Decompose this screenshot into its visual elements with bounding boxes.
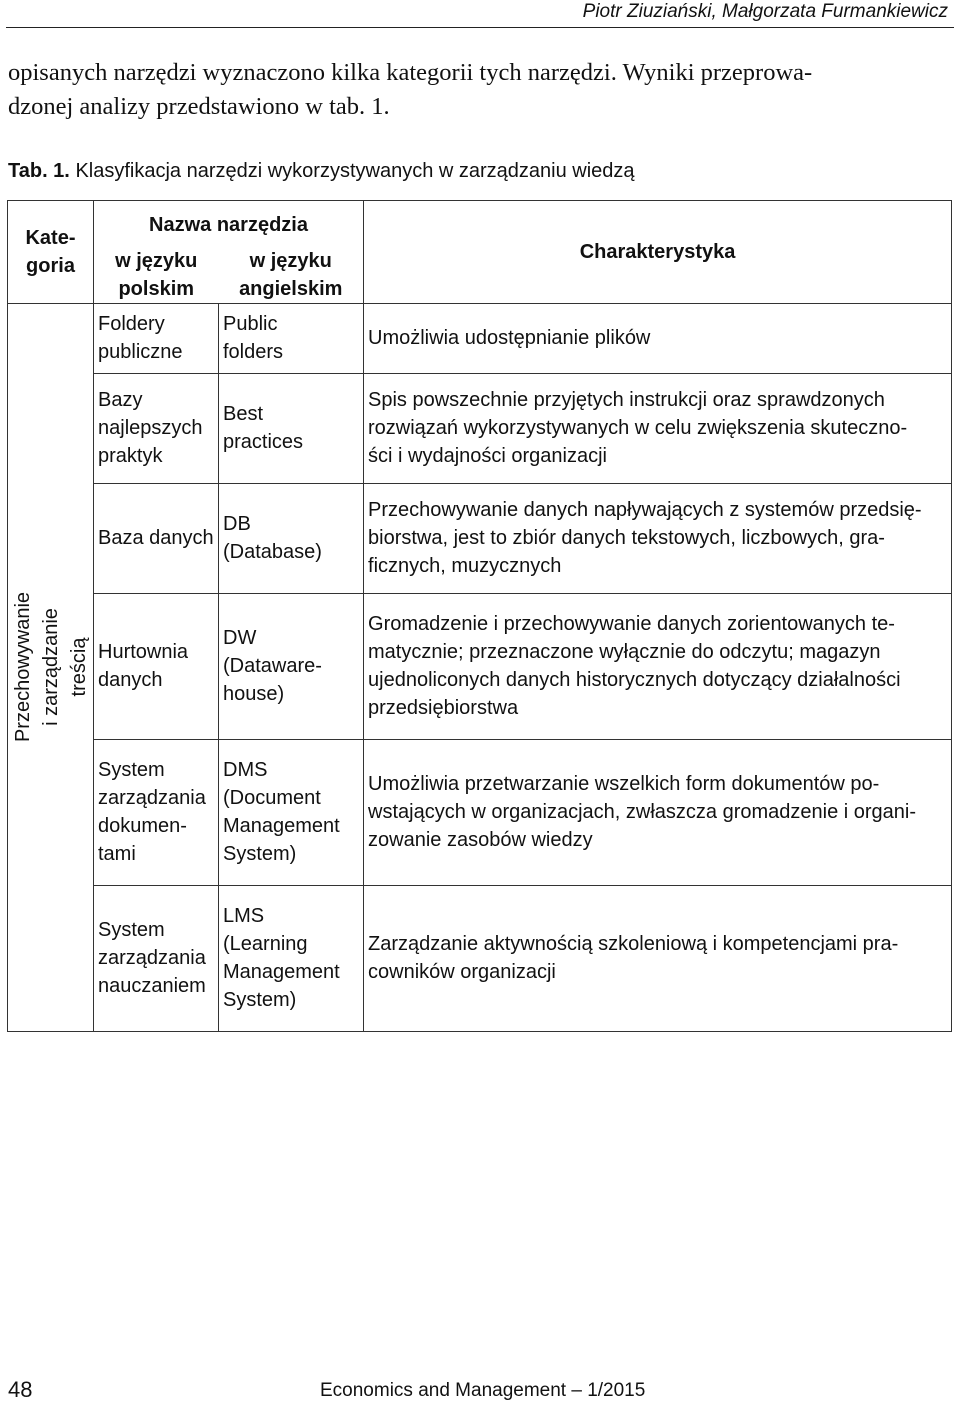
category-cell: [8, 303, 94, 1031]
header-tool-name: Nazwa narzędzia: [94, 201, 364, 247]
tool-name-en: DW (Dataware- house): [219, 593, 364, 739]
table-row: [8, 739, 952, 885]
table-row: [8, 483, 952, 593]
header-category-text: Kate- goria: [25, 226, 76, 277]
tool-description: Umożliwia udostępnianie plików: [364, 303, 952, 373]
journal-footer: Economics and Management – 1/2015: [320, 1380, 646, 1401]
table-row: [8, 593, 952, 739]
header-english: [219, 247, 364, 304]
intro-line-1: opisanych narzędzi wyznaczono kilka kategorii tych narzędzi. Wyniki przeprowa-: [8, 59, 813, 86]
tool-name-en: Best practices: [219, 373, 364, 483]
category-label: Przechowywanie i zarządzanie treścią: [11, 591, 90, 743]
table-row: [8, 373, 952, 483]
tool-name-pl: Bazy najlepszych praktyk: [94, 373, 219, 483]
tool-name-pl: Foldery publiczne: [94, 303, 219, 373]
header-rule: [6, 27, 954, 28]
intro-paragraph: [8, 56, 953, 124]
running-header: Piotr Ziuziański, Małgorzata Furmankiewicz: [582, 1, 948, 22]
tool-name-pl: Hurtownia danych: [94, 593, 219, 739]
tool-description: Umożliwia przetwarzanie wszelkich form dokumentów po- wstających w organizacjach, zwłaszcza gromadzenie i organi- zowanie zasobów wiedzy: [364, 739, 952, 885]
header-english-text: w języku angielskim: [239, 249, 343, 300]
header-polish-text: w języku polskim: [115, 249, 198, 300]
tool-description: Gromadzenie i przechowywanie danych zorientowanych te- matycznie; przeznaczone wyłącznie do odczytu; magazyn ujednoliconych danych historycznych dotyczący działalności przedsiębiorstwa: [364, 593, 952, 739]
header-characteristic: Charakterystyka: [364, 201, 952, 304]
header-row-1: [8, 201, 952, 247]
caption-title: Klasyfikacja narzędzi wykorzystywanych w zarządzaniu wiedzą: [75, 160, 635, 182]
tool-description: Zarządzanie aktywnością szkoleniową i kompetencjami pra- cowników organizacji: [364, 885, 952, 1031]
tool-name-pl: System zarządzania nauczaniem: [94, 885, 219, 1031]
tool-description: Spis powszechnie przyjętych instrukcji oraz sprawdzonych rozwiązań wykorzystywanych w celu zwiększenia skuteczno- ści i wydajności organizacji: [364, 373, 952, 483]
tool-name-en: LMS (Learning Management System): [219, 885, 364, 1031]
tool-description: Przechowywanie danych napływających z systemów przedsię- biorstwa, jest to zbiór danych tekstowych, liczbowych, gra- ficznych, muzycznych: [364, 483, 952, 593]
tools-table: [7, 200, 952, 1032]
table-row: [8, 885, 952, 1031]
tool-name-en: DMS (Document Management System): [219, 739, 364, 885]
tool-name-en: Public folders: [219, 303, 364, 373]
tool-name-en: DB (Database): [219, 483, 364, 593]
page-number: 48: [8, 1377, 33, 1402]
intro-line-2: dzonej analizy przedstawiono w tab. 1.: [8, 93, 390, 120]
tool-name-pl: Baza danych: [94, 483, 219, 593]
tool-name-pl: System zarządzania dokumen- tami: [94, 739, 219, 885]
header-category: [8, 201, 94, 304]
table-caption: [8, 156, 953, 186]
table-row: [8, 303, 952, 373]
caption-label: Tab. 1.: [8, 160, 70, 182]
header-polish: [94, 247, 219, 304]
